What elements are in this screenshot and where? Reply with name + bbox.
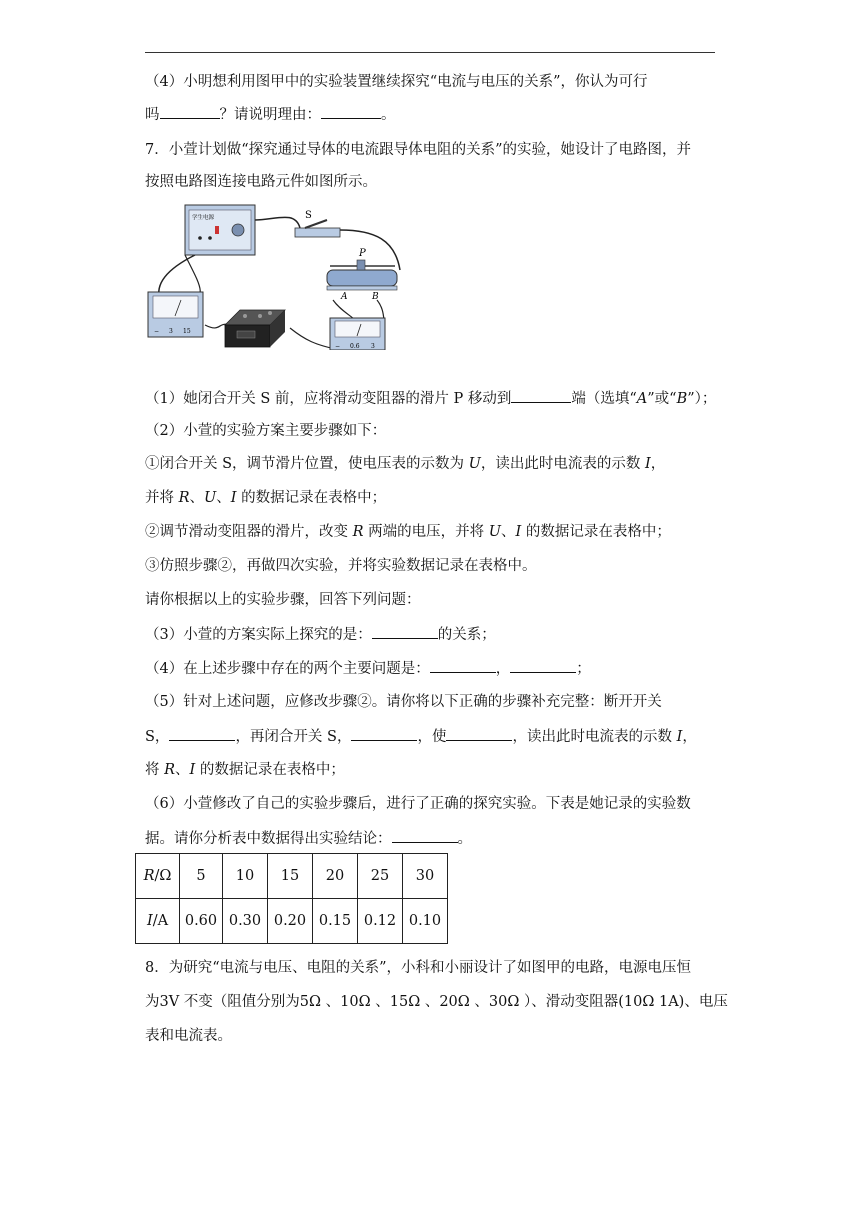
svg-text:−: −: [335, 343, 341, 350]
q7-part2: （2）小萱的实验方案主要步骤如下：: [145, 423, 387, 439]
q7-intro-line1: 7．小萱计划做“探究通过导体的电流跟导体电阻的关系”的实验，她设计了电路图，并: [145, 142, 692, 158]
resistor-box: [225, 310, 285, 347]
table-header-r: R/Ω: [136, 854, 180, 899]
q7-part6-line1: （6）小萱修改了自己的实验步骤后，进行了正确的探究实验。下表是她记录的实验数: [145, 796, 691, 812]
answer-blank[interactable]: [392, 828, 458, 843]
q7-intro-line2: 按照电路图连接电路元件如图所示。: [145, 174, 377, 190]
svg-text:15: 15: [183, 328, 191, 335]
answer-blank[interactable]: [351, 726, 417, 741]
header-rule: [145, 52, 715, 53]
svg-text:B: B: [372, 292, 379, 302]
table-cell: 25: [358, 854, 403, 899]
circuit-figure: [145, 200, 410, 350]
table-cell: 20: [313, 854, 358, 899]
answer-blank[interactable]: [511, 388, 571, 403]
q7-step3: ③仿照步骤②，再做四次实验，并将实验数据记录在表格中。: [145, 558, 537, 574]
table-cell: 0.30: [223, 899, 268, 944]
q7-part1: （1）她闭合开关 S 前，应将滑动变阻器的滑片 P 移动到 端（选填“A”或“B”）；: [145, 388, 716, 409]
svg-text:S: S: [305, 210, 312, 221]
answer-blank[interactable]: [430, 658, 496, 673]
table-cell: 10: [223, 854, 268, 899]
power-supply: [185, 205, 255, 255]
q8-line1: 8．为研究“电流与电压、电阻的关系”，小科和小丽设计了如图甲的电路，电源电压恒: [145, 960, 692, 976]
rheostat: [327, 248, 397, 302]
q7-part4: （4）在上述步骤中存在的两个主要问题是： ， ；: [145, 658, 591, 679]
table-cell: 5: [180, 854, 223, 899]
table-cell: 0.10: [403, 899, 448, 944]
svg-text:0.6: 0.6: [350, 343, 360, 350]
q8-line3: 表和电流表。: [145, 1028, 232, 1044]
table-header-i: I/A: [136, 899, 180, 944]
answer-blank[interactable]: [321, 104, 381, 119]
answer-blank[interactable]: [510, 658, 576, 673]
answer-blank[interactable]: [160, 104, 220, 119]
svg-text:3: 3: [371, 343, 375, 350]
q7-ask: 请你根据以上的实验步骤，回答下列问题：: [145, 592, 421, 608]
q8-line2: 为3V 不变（阻值分别为5Ω 、10Ω 、15Ω 、20Ω 、30Ω ）、滑动变阻器(10Ω 1A)、电压: [145, 994, 728, 1010]
answer-blank[interactable]: [372, 624, 438, 639]
q7-part5-line3: 将 R、I 的数据记录在表格中；: [145, 762, 345, 778]
svg-text:3: 3: [169, 328, 173, 335]
table-row: [136, 899, 448, 944]
switch: [295, 210, 340, 237]
table-cell: 0.12: [358, 899, 403, 944]
table-cell: 0.20: [268, 899, 313, 944]
voltmeter: [148, 292, 203, 337]
table-cell: 0.15: [313, 899, 358, 944]
q7-part5-line2: S， ，再闭合开关 S， ，使 ，读出此时电流表的示数 I，: [145, 726, 697, 747]
svg-text:−: −: [154, 328, 160, 335]
table-cell: 0.60: [180, 899, 223, 944]
svg-text:学生电源: 学生电源: [192, 215, 215, 221]
answer-blank[interactable]: [169, 726, 235, 741]
q6-part4-line2: 吗 ？请说明理由： 。: [145, 104, 396, 125]
table-cell: 30: [403, 854, 448, 899]
data-table: [135, 853, 448, 944]
table-row: [136, 854, 448, 899]
svg-text:A: A: [341, 292, 348, 302]
table-cell: 15: [268, 854, 313, 899]
q7-step1: ①闭合开关 S，调节滑片位置，使电压表的示数为 U，读出此时电流表的示数 I，: [145, 456, 666, 472]
q7-step2: ②调节滑动变阻器的滑片，改变 R 两端的电压，并将 U、I 的数据记录在表格中；: [145, 524, 671, 540]
svg-text:P: P: [359, 248, 366, 259]
answer-blank[interactable]: [446, 726, 512, 741]
q7-part6-line2: 据。请你分析表中数据得出实验结论： 。: [145, 828, 472, 849]
q7-part5-line1: （5）针对上述问题，应修改步骤②。请你将以下正确的步骤补充完整：断开开关: [145, 694, 662, 710]
ammeter: [330, 318, 385, 350]
q7-part3: （3）小萱的方案实际上探究的是： 的关系；: [145, 624, 496, 645]
q7-step1-cont: 并将 R、U、I 的数据记录在表格中；: [145, 490, 387, 506]
q6-part4-line1: （4）小明想利用图甲中的实验装置继续探究“电流与电压的关系”，你认为可行: [145, 74, 648, 90]
